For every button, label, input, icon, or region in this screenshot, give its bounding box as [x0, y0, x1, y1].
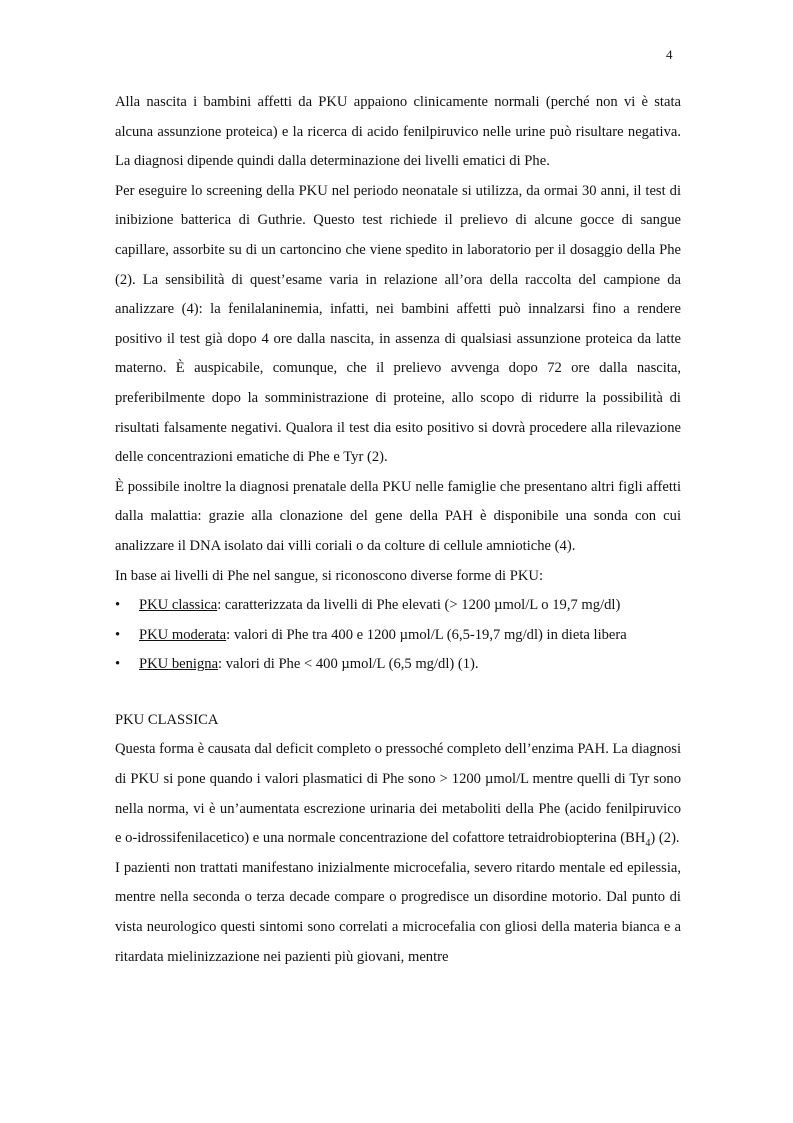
paragraph-classic-definition [115, 735, 681, 853]
pku-forms-list [115, 591, 681, 680]
list-desc: : caratterizzata da livelli di Phe elevati (> 1200 µmol/L o 19,7 mg/dl) [217, 597, 621, 614]
list-item [115, 591, 681, 621]
bullet-icon: • [115, 597, 121, 614]
list-desc: : valori di Phe tra 400 e 1200 µmol/L (6,5-19,7 mg/dl) in dieta libera [226, 626, 627, 643]
document-body [115, 88, 681, 972]
paragraph-untreated-patients: I pazienti non trattati manifestano inizialmente microcefalia, severo ritardo mentale ed epilessia, mentre nella seconda o terza decade compare o progredisce un disordine motorio. Dal punto di vista neurologico questi sintomi sono correlati a microcefalia con gliosi della materia bianca e a ritardata mielinizzazione nei pazienti più giovani, mentre [115, 859, 681, 965]
list-term: PKU moderata [139, 626, 227, 643]
list-item [115, 621, 681, 651]
list-term: PKU benigna [139, 656, 219, 673]
paragraph-diagnosis-birth: Alla nascita i bambini affetti da PKU appaiono clinicamente normali (perché non vi è stata alcuna assunzione proteica) e la ricerca di acido fenilpiruvico nelle urine può risultare negativa. La diagnosi dipende quindi dalla determinazione dei livelli ematici di Phe. [115, 94, 681, 170]
bullet-icon: • [115, 656, 121, 673]
list-item [115, 650, 681, 680]
paragraph-forms-intro: In base ai livelli di Phe nel sangue, si riconoscono diverse forme di PKU: [115, 567, 543, 584]
paragraph-prenatal: È possibile inoltre la diagnosi prenatale della PKU nelle famiglie che presentano altri figli affetti dalla malattia: grazie alla clonazione del gene della PAH è disponibile una sonda con cui analizzare il DNA isolato dai villi coriali o da colture di cellule amniotiche (4). [115, 478, 681, 554]
bullet-icon: • [115, 626, 121, 643]
section-title: PKU CLASSICA [115, 711, 219, 728]
list-term: PKU classica [139, 597, 218, 614]
paragraph-screening: Per eseguire lo screening della PKU nel periodo neonatale si utilizza, da ormai 30 anni, il test di inibizione batterica di Guthrie. Questo test richiede il prelievo di alcune gocce di sangue capillare, assorbite su di un cartoncino che viene spedito in laboratorio per il dosaggio della Phe (2). La sensibilità di quest’esame varia in relazione all’ora della raccolta del campione da analizzare (4): la fenilalaninemia, infatti, nei bambini affetti può innalzarsi fino a rendere positivo il test già dopo 4 ore dalla nascita, in assenza di qualsiasi assunzione proteica da latte materno. È auspicabile, comunque, che il prelievo avvenga dopo 72 ore dalla nascita, preferibilmente dopo la somministrazione di proteine, allo scopo di ridurre la possibilità di risultati falsamente negativi. Qualora il test dia esito positivo si dovrà procedere alla rilevazione delle concentrazioni ematiche di Phe e Tyr (2). [115, 182, 681, 466]
paragraph-text-end: ) (2). [650, 830, 680, 847]
subscript: 4 [645, 838, 651, 850]
page-number: 4 [666, 47, 673, 62]
paragraph-text: Questa forma è causata dal deficit completo o pressoché completo dell’enzima PAH. La diagnosi di PKU si pone quando i valori plasmatici di Phe sono > 1200 µmol/L mentre quelli di Tyr sono nella norma, vi è un’aumentata escrezione urinaria dei metaboliti della Phe (acido fenilpiruvico e o-idrossifenilacetico) e una normale concentrazione del cofattore tetraidrobiopterina (BH [115, 741, 681, 847]
list-desc: : valori di Phe < 400 µmol/L (6,5 mg/dl) (1). [218, 656, 479, 673]
